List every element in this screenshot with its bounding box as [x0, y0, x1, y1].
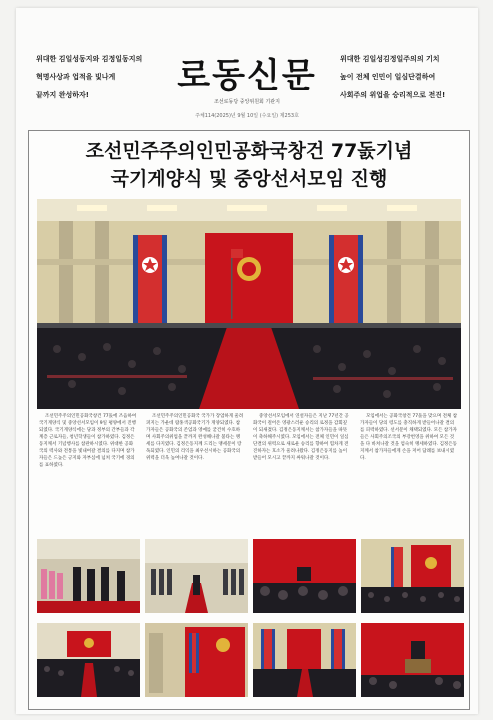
photo-image — [145, 539, 248, 613]
slogan-right-line: 위대한 김일성김정일주의의 기치 — [340, 55, 440, 63]
main-photo-image — [37, 199, 461, 409]
masthead-subline: 조선로동당 중앙위원회 기관지 — [214, 99, 280, 105]
article-headline — [29, 137, 469, 193]
article-column-1 — [39, 413, 137, 531]
photo-image — [253, 623, 356, 697]
photo-thumbnail — [37, 539, 140, 613]
lead-article — [28, 130, 470, 710]
photo-image — [145, 623, 248, 697]
slogan-left-line: 위대한 김일성동지와 김정일동지의 — [36, 55, 143, 63]
photo-image — [37, 539, 140, 613]
photo-image — [253, 539, 356, 613]
photo-image — [37, 623, 140, 697]
main-photo — [37, 199, 461, 409]
slogan-left-line: 끝까지 완성하자! — [36, 91, 89, 99]
slogan-left — [36, 50, 154, 104]
headline-line-1: 조선민주주의인민공화국창건 77돐기념 — [85, 140, 413, 162]
newspaper-title: 로동신문 — [177, 56, 317, 96]
headline-line-2: 국기게양식 및 중앙선서모임 진행 — [110, 168, 388, 190]
photo-thumbnail — [361, 539, 464, 613]
slogan-right — [340, 50, 458, 104]
slogan-right-line: 사회주의 위업을 승리적으로 전진! — [340, 91, 446, 99]
article-paragraph: 모임에서는 공화국창건 77돐을 맞으며 전체 참가자들이 당의 령도를 충직하게 받들어나갈 결의를 피력하였다. 선서문이 채택되였다. 모든 참가자들은 사회주의조국의 부강번영을 위하여 모든 것을 다 바쳐나갈 것을 엄숙히 맹세하였다. 김정은동지께서 참가자들에게 손을 저어 답례를 보내시였다. — [360, 414, 458, 461]
photo-thumbnail — [361, 623, 464, 697]
slogan-left-line: 혁명사상과 업적을 빛나게 — [36, 73, 116, 81]
photo-thumbnail — [253, 539, 356, 613]
photo-thumbnail — [253, 623, 356, 697]
article-column-2 — [146, 413, 244, 531]
photo-thumbnail — [145, 539, 248, 613]
slogan-right-line: 높이 전체 인민이 일심단결하여 — [340, 73, 436, 81]
article-column-4 — [360, 413, 458, 531]
article-column-3 — [253, 413, 351, 531]
photo-image — [361, 539, 464, 613]
photo-thumbnail — [145, 623, 248, 697]
masthead-dateline: 주체114(2025)년 9월 10일 (수요일) 제253호 — [195, 113, 299, 119]
photo-thumbnail — [37, 623, 140, 697]
masthead — [16, 8, 478, 128]
newspaper-page — [16, 8, 478, 714]
article-body — [39, 413, 459, 531]
article-paragraph: 조선민주주의인민공화국창건 77돐에 즈음하여 국기게양식 및 중앙선서모임이 9일 평양에서 진행되였다. 국기게양식에는 당과 정부의 간부들과 각계층 근로자들, 청년학생들이 참가하였다. 김정은동지께서 기념행사를 참관하시였다. 위대한 공화국의 력사와 전통을 빛내여갈 결의를 다지며 참가자들은 드높은 긍지와 자부심에 넘쳐 국기에 경의를 표하였다. — [39, 414, 137, 468]
photo-image — [361, 623, 464, 697]
article-paragraph: 조선민주주의인민공화국 국가가 장엄하게 울려퍼지는 가운데 람홍색공화국기가 게양되였다. 참가자들은 공화국의 존엄과 영예를 굳건히 수호하며 사회주의위업을 끝까지 완성해나갈 불타는 맹세를 다지였다. 김정은동지께 드리는 맹세문이 랑독되였다. 인민의 리익을 최우선시하는 공화국의 위력을 더욱 높여나갈 것이다. — [146, 414, 244, 461]
article-paragraph: 중앙선서모임에서 연설자들은 지난 77년간 공화국이 걸어온 영광스러운 승리의 로정을 감회깊이 되새겼다. 김정은동지께서는 참가자들을 따뜻이 축하해주시였다. 모임에서는 전체 인민이 일심단결의 위력으로 새로운 승리를 향하여 힘차게 전진하자는 호소가 울려나왔다. 김정은동지를 높이 받들어 모시고 끝까지 싸워나갈 것이다. — [253, 414, 349, 461]
